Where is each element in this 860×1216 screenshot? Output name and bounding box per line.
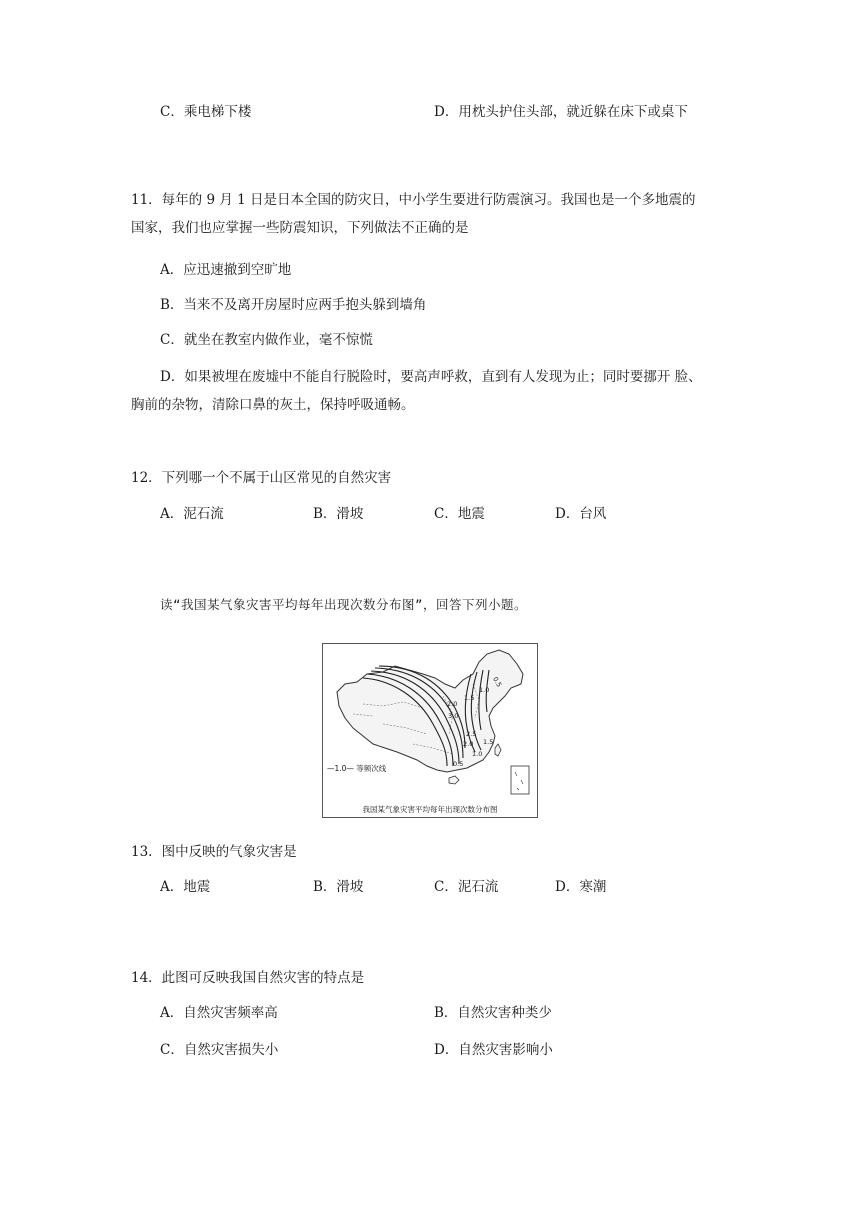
q11-option-d-line2: 胸前的杂物，清除口鼻的灰土，保持呼吸通畅。 <box>131 397 415 413</box>
isoline-label: 1.5 <box>483 738 494 746</box>
q14-option-a: A．自然灾害频率高 <box>160 1005 278 1021</box>
q14-option-d: D．自然灾害影响小 <box>434 1042 553 1058</box>
q12-option-a: A．泥石流 <box>160 506 224 522</box>
isoline-label: 0.5 <box>491 675 504 689</box>
q12-option-d: D．台风 <box>555 506 607 522</box>
q13-option-b: B．滑坡 <box>313 879 364 895</box>
q11-stem-line1: 11．每年的 9 月 1 日是日本全国的防灾日，中小学生要进行防震演习。我国也是一个多地震的 <box>131 192 696 208</box>
q11-stem-line2: 国家，我们也应掌握一些防震知识，下列做法不正确的是 <box>131 220 469 236</box>
q13-stem: 13．图中反映的气象灾害是 <box>131 844 297 860</box>
q12-stem: 12．下列哪一个不属于山区常见的自然灾害 <box>131 470 392 486</box>
q12-option-b: B．滑坡 <box>313 506 364 522</box>
q13-option-c: C．泥石流 <box>434 879 499 895</box>
q11-option-a: A．应迅速撤到空旷地 <box>160 262 292 278</box>
isoline-label: 3.0 <box>448 712 459 720</box>
q10-option-c: C．乘电梯下楼 <box>160 104 252 120</box>
map-title: 我国某气象灾害平均每年出现次数分布图 <box>362 805 498 814</box>
isoline-label: 1.0 <box>479 686 490 694</box>
map-legend: —1.0— 等频次线 <box>327 764 387 773</box>
q11-option-d-line1: D．如果被埋在废墟中不能自行脱险时，要高声呼救，直到有人发现为止；同时要挪开 脸、 <box>160 369 702 385</box>
q13-option-d: D．寒潮 <box>555 879 607 895</box>
isoline-label: 2.0 <box>463 740 474 748</box>
q13-option-a: A．地震 <box>160 879 211 895</box>
isoline-label: 1.5 <box>464 694 475 702</box>
isoline-label: 0.5 <box>453 760 464 768</box>
china-map-image <box>323 644 537 817</box>
q11-option-c: C．就坐在教室内做作业，毫不惊慌 <box>160 332 373 348</box>
q14-stem: 14．此图可反映我国自然灾害的特点是 <box>131 970 365 986</box>
isoline-label: 2.0 <box>447 700 458 708</box>
q12-option-c: C．地震 <box>434 506 485 522</box>
reading-intro: 读“我国某气象灾害平均每年出现次数分布图”，回答下列小题。 <box>160 597 528 612</box>
disaster-distribution-map <box>322 643 538 818</box>
q14-option-c: C．自然灾害损失小 <box>160 1042 279 1058</box>
q10-option-d: D．用枕头护住头部，就近躲在床下或桌下 <box>434 104 688 120</box>
isoline-label: 1.0 <box>472 750 483 758</box>
isoline-label: 2.5 <box>466 730 477 738</box>
q14-option-b: B．自然灾害种类少 <box>434 1005 552 1021</box>
q11-option-b: B．当来不及离开房屋时应两手抱头躲到墙角 <box>160 297 427 313</box>
